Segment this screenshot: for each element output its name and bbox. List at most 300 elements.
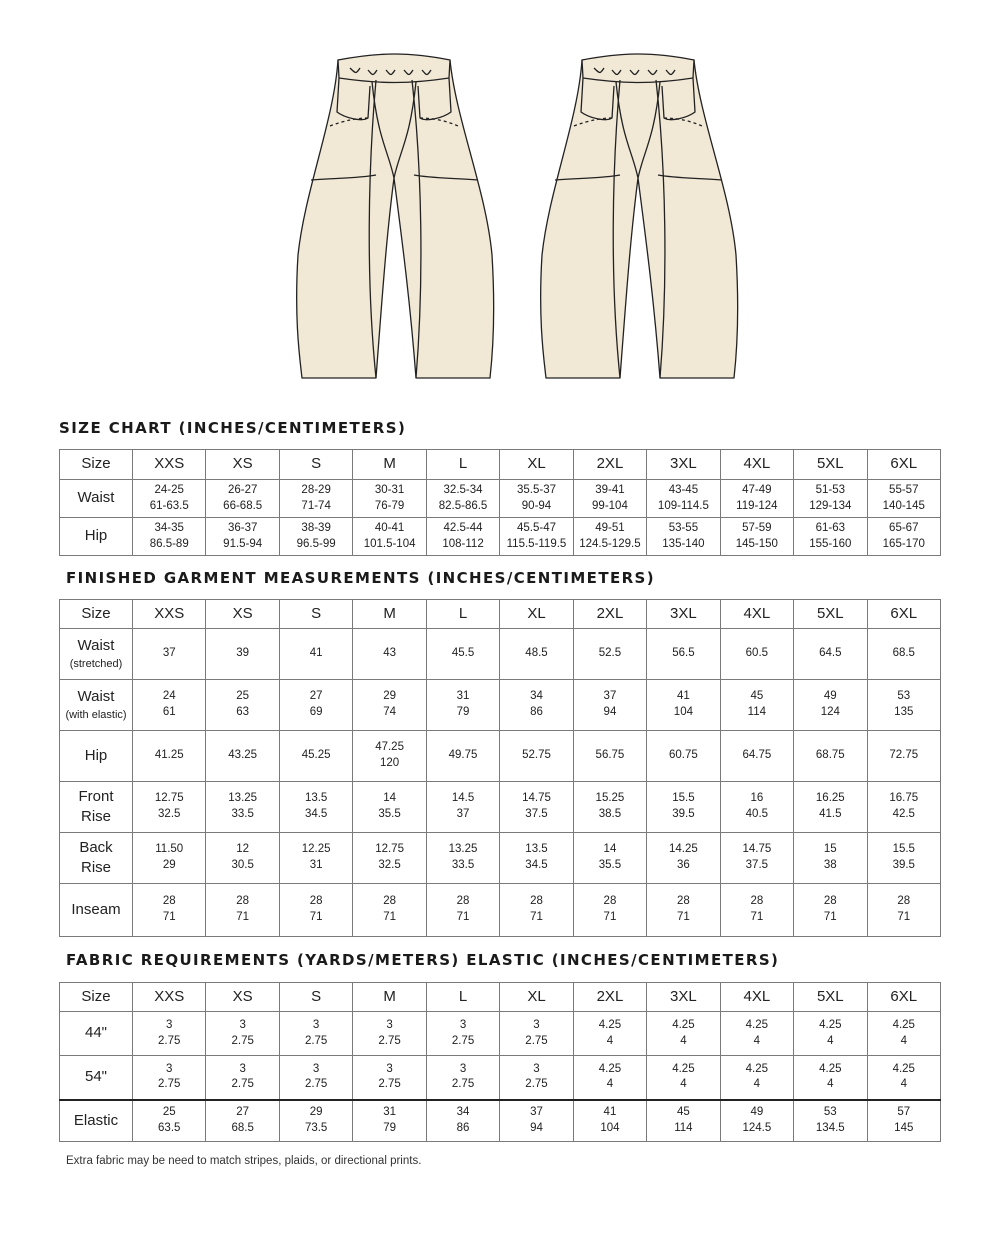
size-xs: XS: [206, 983, 279, 1012]
value-centimeters: 114: [674, 1121, 693, 1134]
value-cell: [133, 833, 206, 884]
value-inches: 28: [677, 895, 690, 908]
row-label: [60, 782, 133, 833]
value-centimeters: 155-160: [809, 537, 852, 550]
value-centimeters: 40.5: [745, 808, 769, 820]
value-cell: [720, 731, 793, 782]
value-inches: 27: [309, 690, 323, 703]
row-label-text: Hip: [84, 746, 108, 764]
value-inches: 4.25: [892, 1018, 915, 1031]
value-centimeters: 71: [823, 911, 837, 923]
value-inches: 4.25: [819, 1062, 842, 1075]
value-cell: [279, 480, 352, 518]
value-inches: 16.25: [815, 792, 845, 805]
value-cell: [133, 731, 206, 782]
value-centimeters: 74: [383, 706, 396, 718]
value-centimeters: 2.75: [378, 1078, 401, 1091]
value-centimeters: 115.5-119.5: [506, 537, 567, 550]
value-centimeters: 124.5: [742, 1121, 772, 1134]
value-centimeters: 68.5: [231, 1121, 254, 1134]
finished-back-rise-row: [60, 833, 941, 884]
value-inches: 42.5-44: [443, 521, 483, 534]
value-centimeters: 104: [673, 706, 693, 718]
value-centimeters: 140-145: [882, 499, 925, 512]
size-5xl: 5XL: [794, 983, 867, 1012]
value-inches: 28: [603, 895, 617, 908]
value-inches: 31: [383, 1106, 396, 1119]
value-inches: 37: [603, 690, 617, 703]
fabric-54-row: [60, 1056, 941, 1100]
value-cell: [720, 1056, 793, 1100]
value-inches: 15.5: [892, 843, 915, 856]
value-inches: 14.25: [669, 843, 698, 856]
row-label-text: Back: [79, 838, 113, 856]
value-cell: [206, 518, 279, 556]
value-cell: [573, 1056, 646, 1100]
value-cell: [279, 1100, 352, 1142]
value-inches: 29: [383, 690, 396, 703]
value-cell: [720, 480, 793, 518]
value-inches: 30-31: [374, 483, 405, 496]
value-cell: [426, 884, 499, 937]
value-inches: 60.5: [745, 647, 769, 660]
value-centimeters: 71: [897, 911, 911, 923]
value-centimeters: 39.5: [672, 808, 695, 820]
value-inches: 49-51: [595, 521, 625, 534]
value-centimeters: 4: [606, 1034, 614, 1047]
size-4xl: 4XL: [720, 450, 793, 480]
value-centimeters: 73.5: [304, 1121, 328, 1134]
value-centimeters: 33.5: [231, 808, 254, 820]
value-centimeters: 104: [600, 1121, 620, 1134]
value-centimeters: 94: [603, 706, 617, 718]
value-cell: [426, 518, 499, 556]
value-cell: [133, 680, 206, 731]
size-xxs: XXS: [133, 600, 206, 629]
value-centimeters: 129-134: [809, 499, 852, 512]
value-cell: [720, 833, 793, 884]
value-cell: [206, 884, 279, 937]
size-s: S: [279, 600, 352, 629]
value-centimeters: 108-112: [442, 537, 484, 550]
value-centimeters: 71: [677, 911, 690, 923]
size-xs: XS: [206, 600, 279, 629]
value-inches: 16: [750, 792, 764, 805]
size-xl: XL: [500, 450, 573, 480]
value-inches: 52.5: [598, 647, 622, 660]
value-cell: [647, 1056, 720, 1100]
value-centimeters: 2.75: [451, 1034, 475, 1047]
value-centimeters: 37.5: [525, 808, 548, 820]
value-cell: [867, 833, 940, 884]
size-chart-waist-row: [60, 480, 941, 518]
value-inches: 13.5: [304, 792, 328, 805]
size-2xl: 2XL: [573, 600, 646, 629]
value-cell: [647, 833, 720, 884]
value-centimeters: 71: [383, 911, 396, 923]
value-cell: [426, 1100, 499, 1142]
fabric-44-row: [60, 1012, 941, 1056]
value-cell: [794, 1056, 867, 1100]
size-m: M: [353, 450, 426, 480]
fabric-title: FABRIC REQUIREMENTS (YARDS/METERS) ELASTIC (INCHES/CENTIMETERS): [66, 951, 780, 969]
value-centimeters: 2.75: [158, 1034, 181, 1047]
size-s: S: [279, 983, 352, 1012]
value-centimeters: 4: [606, 1078, 614, 1091]
value-inches: 32.5-34: [443, 483, 483, 496]
value-cell: [867, 1056, 940, 1100]
fabric-table: [59, 982, 941, 1142]
fabric-elastic-row: [60, 1100, 941, 1142]
value-cell: [794, 833, 867, 884]
size-chart-table: [59, 449, 941, 556]
finished-waist-elastic-row: [60, 680, 941, 731]
value-inches: 34: [456, 1106, 470, 1119]
value-inches: 3: [386, 1018, 393, 1031]
value-centimeters: 94: [530, 1121, 543, 1134]
size-s: S: [279, 450, 352, 480]
value-cell: [279, 884, 352, 937]
value-inches: 72.75: [889, 749, 919, 762]
row-label-sub: (with elastic): [65, 708, 127, 721]
value-cell: [353, 629, 426, 680]
value-inches: 3: [239, 1062, 246, 1075]
value-centimeters: 2.75: [304, 1078, 328, 1091]
value-centimeters: 2.75: [525, 1034, 548, 1047]
value-centimeters: 114: [747, 706, 767, 718]
row-label: [60, 884, 133, 937]
value-centimeters: 4: [827, 1034, 834, 1047]
value-cell: [794, 884, 867, 937]
value-cell: [720, 629, 793, 680]
value-inches: 4.25: [745, 1018, 769, 1031]
value-centimeters: 2.75: [525, 1078, 548, 1091]
value-cell: [426, 629, 499, 680]
value-inches: 64.5: [819, 647, 842, 660]
row-label: [60, 1012, 133, 1056]
value-cell: [279, 518, 352, 556]
value-cell: [353, 782, 426, 833]
value-inches: 39: [236, 647, 250, 660]
value-cell: [867, 480, 940, 518]
finished-front-rise-row: [60, 782, 941, 833]
value-cell: [279, 1012, 352, 1056]
size-l: L: [426, 983, 499, 1012]
value-centimeters: 4: [680, 1034, 687, 1047]
size-l: L: [426, 600, 499, 629]
value-inches: 49: [750, 1106, 764, 1119]
value-centimeters: 91.5-94: [223, 537, 263, 550]
value-inches: 28: [456, 895, 470, 908]
size-header: Size: [60, 450, 133, 480]
value-centimeters: 71: [603, 911, 617, 923]
value-cell: [500, 1056, 573, 1100]
size-6xl: 6XL: [867, 600, 940, 629]
value-inches: 4.25: [598, 1018, 622, 1031]
value-centimeters: 33.5: [451, 859, 475, 871]
value-cell: [353, 518, 426, 556]
size-chart-hip-row: [60, 518, 941, 556]
value-inches: 53: [823, 1106, 837, 1119]
value-centimeters: 31: [309, 859, 323, 871]
value-centimeters: 38.5: [598, 808, 622, 820]
value-cell: [353, 680, 426, 731]
value-cell: [573, 833, 646, 884]
value-inches: 28: [162, 895, 176, 908]
value-cell: [206, 629, 279, 680]
row-label-sub: Rise: [80, 859, 111, 876]
value-centimeters: 2.75: [451, 1078, 475, 1091]
value-inches: 61-63: [815, 521, 846, 534]
value-inches: 3: [533, 1062, 540, 1075]
value-inches: 24: [162, 690, 176, 703]
value-cell: [500, 1012, 573, 1056]
value-cell: [647, 480, 720, 518]
value-cell: [133, 480, 206, 518]
value-inches: 34-35: [154, 521, 184, 534]
value-cell: [647, 884, 720, 937]
value-centimeters: 4: [753, 1078, 761, 1091]
value-cell: [353, 1056, 426, 1100]
value-cell: [426, 1056, 499, 1100]
size-6xl: 6XL: [867, 450, 940, 480]
value-inches: 39-41: [595, 483, 625, 496]
size-xl: XL: [500, 600, 573, 629]
value-cell: [133, 782, 206, 833]
size-chart-title: SIZE CHART (INCHES/CENTIMETERS): [59, 419, 407, 437]
value-inches: 13.5: [525, 843, 548, 856]
value-centimeters: 4: [753, 1034, 761, 1047]
value-cell: [573, 518, 646, 556]
value-inches: 3: [533, 1018, 540, 1031]
finished-table: [59, 599, 941, 937]
row-label-text: Hip: [84, 527, 108, 545]
value-inches: 28: [530, 895, 543, 908]
value-cell: [133, 1100, 206, 1142]
value-inches: 37: [162, 647, 176, 660]
row-label-text: 44": [84, 1024, 107, 1042]
value-inches: 15.5: [672, 792, 695, 805]
value-inches: 24-25: [154, 483, 184, 496]
value-cell: [573, 1100, 646, 1142]
value-inches: 45.5-47: [516, 521, 556, 534]
value-cell: [794, 680, 867, 731]
value-inches: 40-41: [374, 521, 405, 534]
value-inches: 14.5: [451, 792, 475, 805]
value-cell: [426, 680, 499, 731]
value-inches: 49: [823, 690, 837, 703]
row-label: [60, 833, 133, 884]
value-centimeters: 39.5: [892, 859, 915, 871]
value-centimeters: 86: [530, 706, 543, 718]
value-cell: [500, 518, 573, 556]
value-cell: [573, 782, 646, 833]
value-inches: 28-29: [301, 483, 331, 496]
value-centimeters: 90-94: [521, 499, 552, 512]
value-inches: 28: [236, 895, 250, 908]
value-cell: [647, 782, 720, 833]
finished-hip-row: [60, 731, 941, 782]
value-cell: [133, 884, 206, 937]
value-inches: 15.25: [595, 792, 625, 805]
value-centimeters: 109-114.5: [657, 499, 709, 512]
value-cell: [720, 1100, 793, 1142]
value-cell: [353, 1100, 426, 1142]
value-cell: [500, 680, 573, 731]
value-inches: 28: [309, 895, 323, 908]
value-cell: [573, 629, 646, 680]
value-centimeters: 2.75: [231, 1034, 254, 1047]
finished-title: FINISHED GARMENT MEASUREMENTS (INCHES/CENTIMETERS): [66, 569, 656, 587]
value-centimeters: 61-63.5: [149, 499, 189, 512]
value-inches: 14.75: [742, 843, 772, 856]
size-5xl: 5XL: [794, 600, 867, 629]
value-centimeters: 2.75: [231, 1078, 254, 1091]
value-inches: 52.75: [522, 749, 551, 762]
value-cell: [206, 480, 279, 518]
value-inches: 41: [309, 647, 323, 660]
value-cell: [426, 1012, 499, 1056]
value-inches: 43-45: [668, 483, 699, 496]
row-label: [60, 480, 133, 518]
pants-illustration: [0, 0, 1000, 400]
value-cell: [867, 518, 940, 556]
value-cell: [206, 1056, 279, 1100]
value-inches: 28: [383, 895, 396, 908]
size-4xl: 4XL: [720, 983, 793, 1012]
value-cell: [867, 1012, 940, 1056]
value-centimeters: 30.5: [231, 859, 254, 871]
value-cell: [279, 731, 352, 782]
value-centimeters: 71: [530, 911, 543, 923]
value-centimeters: 86: [456, 1121, 470, 1134]
value-centimeters: 135-140: [662, 537, 705, 550]
value-cell: [500, 1100, 573, 1142]
value-centimeters: 35.5: [598, 859, 622, 871]
value-inches: 49.75: [448, 749, 478, 762]
size-5xl: 5XL: [794, 450, 867, 480]
value-cell: [426, 731, 499, 782]
size-xl: XL: [500, 983, 573, 1012]
value-inches: 34: [530, 690, 543, 703]
value-cell: [279, 629, 352, 680]
value-inches: 13.25: [448, 843, 478, 856]
value-cell: [206, 1012, 279, 1056]
value-centimeters: 124.5-129.5: [579, 537, 641, 550]
value-cell: [794, 480, 867, 518]
value-cell: [720, 518, 793, 556]
finished-waist-stretched-row: [60, 629, 941, 680]
value-cell: [720, 782, 793, 833]
value-centimeters: 61: [162, 706, 176, 718]
front-view-pants: [297, 54, 494, 378]
value-cell: [279, 680, 352, 731]
value-centimeters: 101.5-104: [363, 537, 416, 550]
value-inches: 26-27: [227, 483, 258, 496]
value-inches: 51-53: [815, 483, 846, 496]
size-header: Size: [60, 983, 133, 1012]
value-cell: [500, 782, 573, 833]
value-cell: [279, 782, 352, 833]
value-inches: 4.25: [672, 1018, 695, 1031]
size-2xl: 2XL: [573, 983, 646, 1012]
value-inches: 53: [897, 690, 911, 703]
value-inches: 25: [236, 690, 250, 703]
value-cell: [206, 1100, 279, 1142]
value-centimeters: 37.5: [745, 859, 769, 871]
value-inches: 25: [162, 1106, 176, 1119]
value-centimeters: 79: [383, 1121, 396, 1134]
value-centimeters: 4: [900, 1078, 907, 1091]
value-centimeters: 76-79: [374, 499, 405, 512]
value-inches: 3: [239, 1018, 246, 1031]
value-cell: [647, 518, 720, 556]
value-centimeters: 135: [894, 706, 914, 718]
value-centimeters: 4: [900, 1034, 907, 1047]
size-3xl: 3XL: [647, 450, 720, 480]
value-inches: 14: [603, 843, 617, 856]
value-cell: [500, 480, 573, 518]
value-centimeters: 2.75: [378, 1034, 401, 1047]
value-inches: 47-49: [742, 483, 772, 496]
value-cell: [426, 782, 499, 833]
value-cell: [279, 1056, 352, 1100]
value-inches: 14: [383, 792, 396, 805]
value-cell: [720, 1012, 793, 1056]
size-m: M: [353, 983, 426, 1012]
value-centimeters: 66-68.5: [223, 499, 263, 512]
value-inches: 41.25: [154, 749, 184, 762]
value-inches: 60.75: [669, 749, 698, 762]
value-centimeters: 79: [456, 706, 470, 718]
value-inches: 11.50: [155, 843, 184, 856]
value-cell: [353, 884, 426, 937]
value-cell: [353, 731, 426, 782]
value-cell: [573, 480, 646, 518]
row-label-text: Waist: [77, 637, 115, 655]
value-inches: 48.5: [525, 647, 548, 660]
value-centimeters: 37: [456, 808, 470, 820]
value-inches: 55-57: [889, 483, 919, 496]
value-inches: 37: [530, 1106, 543, 1119]
value-cell: [206, 833, 279, 884]
size-chart-header-row: [60, 450, 941, 480]
value-centimeters: 82.5-86.5: [438, 499, 488, 512]
value-cell: [867, 731, 940, 782]
value-cell: [647, 629, 720, 680]
value-inches: 28: [897, 895, 911, 908]
value-centimeters: 4: [680, 1078, 687, 1091]
value-cell: [794, 518, 867, 556]
row-label: [60, 518, 133, 556]
row-label-sub: (stretched): [69, 657, 123, 670]
value-inches: 3: [166, 1062, 173, 1075]
value-inches: 12.75: [154, 792, 184, 805]
value-inches: 47.25: [375, 741, 404, 754]
value-cell: [206, 680, 279, 731]
value-inches: 12: [236, 843, 250, 856]
value-inches: 3: [459, 1062, 467, 1075]
value-inches: 43.25: [228, 749, 258, 762]
value-centimeters: 124: [820, 706, 840, 718]
footnote: Extra fabric may be need to match stripes, plaids, or directional prints.: [66, 1155, 422, 1167]
value-cell: [647, 1012, 720, 1056]
value-cell: [279, 833, 352, 884]
value-inches: 13.25: [228, 792, 258, 805]
value-centimeters: 71: [456, 911, 470, 923]
value-cell: [867, 629, 940, 680]
value-centimeters: 71: [236, 911, 250, 923]
